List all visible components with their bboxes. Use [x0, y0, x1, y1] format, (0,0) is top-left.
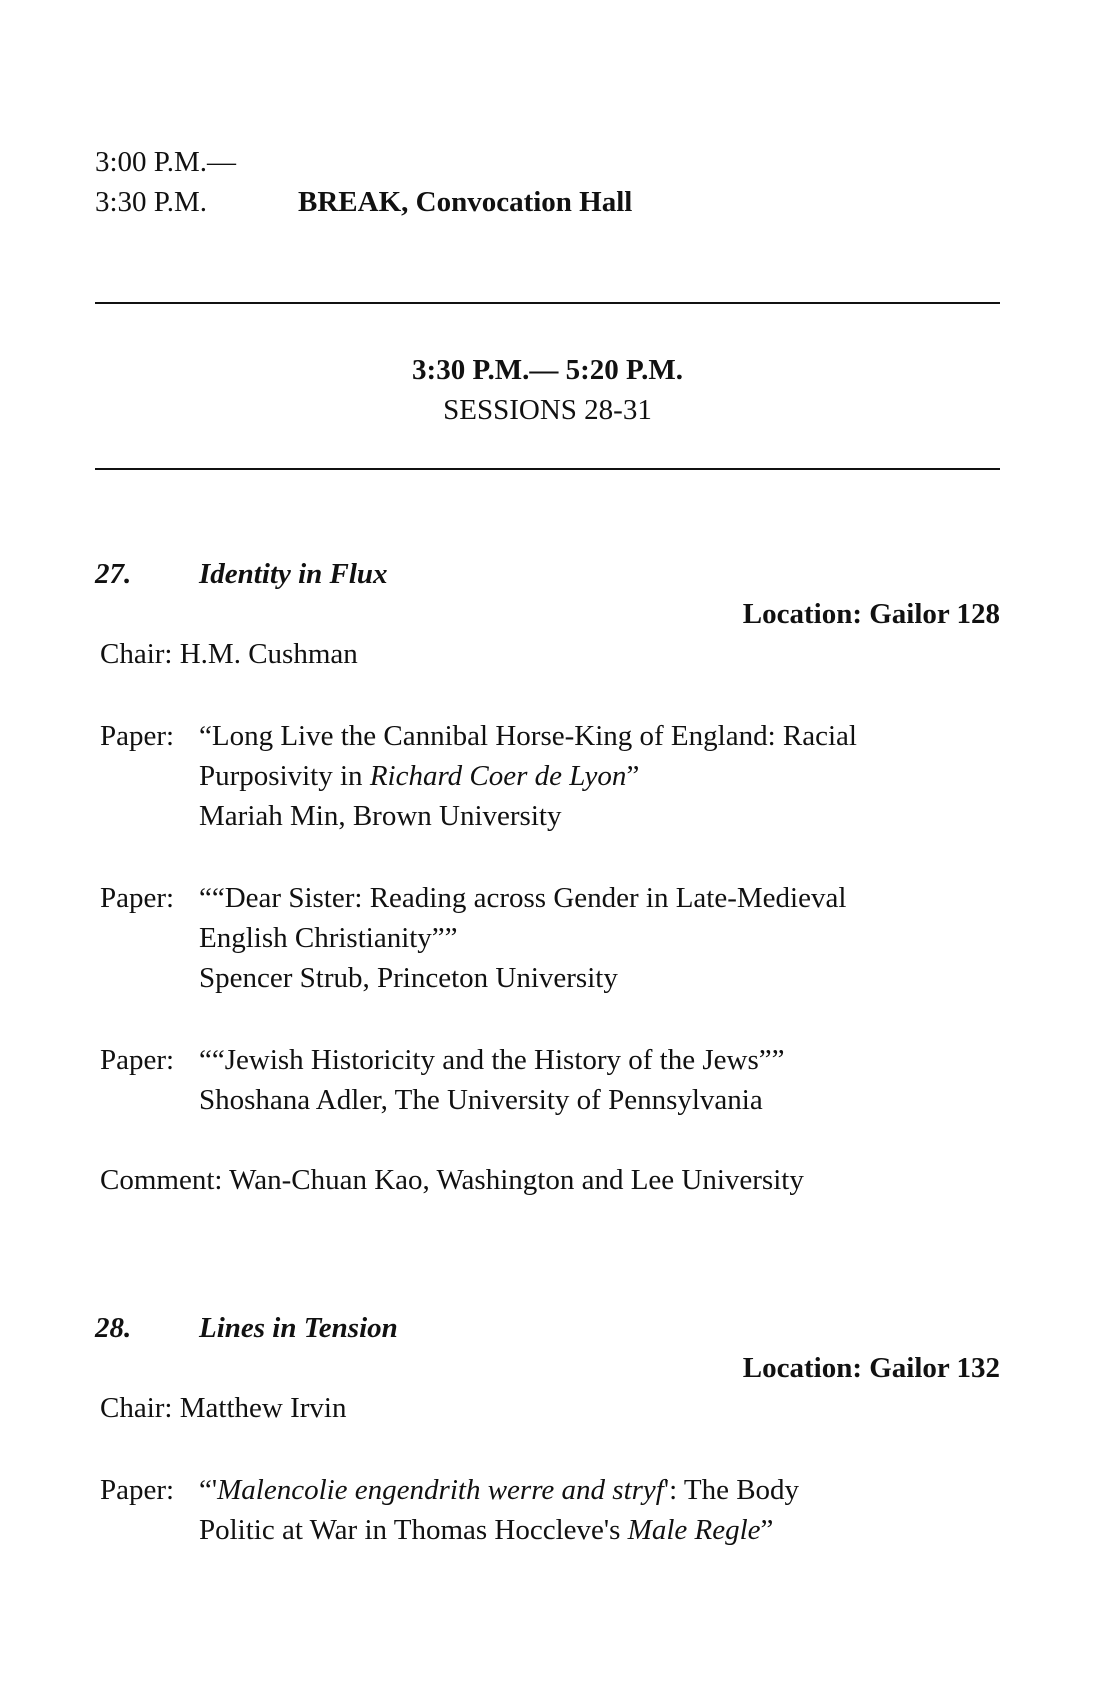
- session-27-paper-3-prefix: Paper:: [100, 1044, 175, 1076]
- session-28-location: Location: Gailor 132: [742, 1352, 1000, 1384]
- paper-title-text: Politic at War in Thomas Hoccleve's: [199, 1514, 628, 1546]
- paper-quoted-italic: Malencolie engendrith werre and stryf: [217, 1474, 664, 1506]
- session-27-title: Identity in Flux: [199, 558, 388, 590]
- divider-bottom: [95, 468, 1000, 470]
- block-sessions: SESSIONS 28-31: [443, 394, 652, 426]
- paper-title-italic: Male Regle: [627, 1514, 761, 1546]
- session-27-comment: Comment: Wan-Chuan Kao, Washington and Lee University: [100, 1164, 804, 1196]
- break-time-end: 3:30 P.M.: [95, 186, 208, 218]
- paper-1-title-close: ”: [626, 760, 640, 792]
- session-27-paper-2-title-line-1: ““Dear Sister: Reading across Gender in Late-Medieval: [199, 882, 847, 914]
- session-27-location: Location: Gailor 128: [742, 598, 1000, 630]
- paper-open-quote: “': [199, 1474, 218, 1506]
- paper-1-title-italic: Richard Coer de Lyon: [369, 760, 627, 792]
- session-27-number: 27.: [95, 558, 132, 590]
- paper-close-quote: ”: [760, 1514, 774, 1546]
- session-27-paper-2-prefix: Paper:: [100, 882, 175, 914]
- session-28-paper-1-prefix: Paper:: [100, 1474, 175, 1506]
- session-27-paper-3-title-line-1: ““Jewish Historicity and the History of the Jews””: [199, 1044, 785, 1076]
- session-28-paper-1-title-line-2: [199, 1510, 773, 1550]
- block-time: 3:30 P.M.— 5:20 P.M.: [412, 354, 683, 386]
- session-27-paper-3-author: Shoshana Adler, The University of Pennsylvania: [199, 1084, 763, 1116]
- divider-top: [95, 302, 1000, 304]
- session-27-paper-2-author: Spencer Strub, Princeton University: [199, 962, 618, 994]
- break-label: BREAK, Convocation Hall: [298, 186, 633, 218]
- session-27-paper-1-author: Mariah Min, Brown University: [199, 800, 562, 832]
- session-27-paper-1-title-line-2: [199, 756, 639, 796]
- session-28-title: Lines in Tension: [199, 1312, 398, 1344]
- break-time-start: 3:00 P.M.—: [95, 146, 237, 178]
- session-27-chair: Chair: H.M. Cushman: [100, 638, 358, 670]
- session-27-paper-1-prefix: Paper:: [100, 720, 175, 752]
- session-28-chair: Chair: Matthew Irvin: [100, 1392, 347, 1424]
- session-27-paper-1-title-line-1: “Long Live the Cannibal Horse-King of England: Racial: [199, 720, 857, 752]
- session-28-paper-1-title-line-1: [199, 1470, 799, 1510]
- paper-title-rest: ': The Body: [663, 1474, 800, 1506]
- paper-1-title-text: Purposivity in: [199, 760, 370, 792]
- session-27-paper-2-title-line-2: English Christianity””: [199, 922, 458, 954]
- session-28-number: 28.: [95, 1312, 132, 1344]
